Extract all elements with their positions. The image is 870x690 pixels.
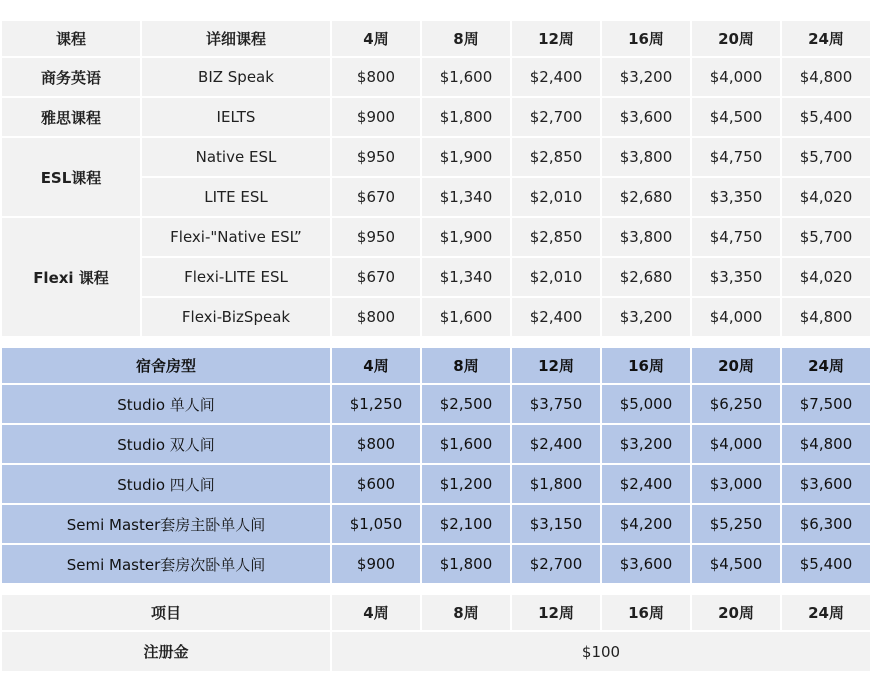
price-cell: $5,400 <box>781 544 870 584</box>
price-cell: $2,400 <box>511 57 601 97</box>
price-cell: $3,150 <box>511 504 601 544</box>
week-col-header-16: 16周 <box>601 20 691 57</box>
table-row <box>1 464 870 504</box>
dorm-name-cell: Semi Master套房主卧单人间 <box>1 504 331 544</box>
course-group-label: 商务英语 <box>1 57 141 97</box>
week-col-header-16: 16周 <box>601 594 691 631</box>
detail-course-col-header: 详细课程 <box>141 20 331 57</box>
week-col-header-8: 8周 <box>421 20 511 57</box>
table-row <box>1 137 870 177</box>
price-cell: $6,250 <box>691 384 781 424</box>
price-cell: $1,800 <box>421 544 511 584</box>
price-cell: $2,400 <box>511 297 601 337</box>
course-group-label: ESL课程 <box>1 137 141 217</box>
price-cell: $4,800 <box>781 57 870 97</box>
price-cell: $1,050 <box>331 504 421 544</box>
fee-name-cell: 注册金 <box>1 631 331 672</box>
price-cell: $4,500 <box>691 544 781 584</box>
price-cell: $2,680 <box>601 257 691 297</box>
price-cell: $4,020 <box>781 177 870 217</box>
price-cell: $4,020 <box>781 257 870 297</box>
price-cell: $1,900 <box>421 217 511 257</box>
dorm-price-table <box>0 346 870 585</box>
price-cell: $800 <box>331 424 421 464</box>
price-cell: $3,000 <box>691 464 781 504</box>
dorm-type-col-header: 宿舍房型 <box>1 347 331 384</box>
price-cell: $4,200 <box>601 504 691 544</box>
price-cell: $3,350 <box>691 257 781 297</box>
course-name-cell: Native ESL <box>141 137 331 177</box>
price-cell: $4,800 <box>781 297 870 337</box>
price-cell: $2,700 <box>511 544 601 584</box>
week-col-header-4: 4周 <box>331 347 421 384</box>
price-cell: $600 <box>331 464 421 504</box>
price-cell: $1,800 <box>511 464 601 504</box>
price-cell: $4,800 <box>781 424 870 464</box>
price-cell: $1,600 <box>421 297 511 337</box>
price-cell: $3,200 <box>601 424 691 464</box>
price-cell: $950 <box>331 137 421 177</box>
price-cell: $800 <box>331 57 421 97</box>
price-cell: $1,900 <box>421 137 511 177</box>
table-row <box>1 424 870 464</box>
price-cell: $1,250 <box>331 384 421 424</box>
price-cell: $4,750 <box>691 217 781 257</box>
price-cell: $3,350 <box>691 177 781 217</box>
course-name-cell: Flexi-BizSpeak <box>141 297 331 337</box>
price-cell: $900 <box>331 544 421 584</box>
price-cell: $3,800 <box>601 217 691 257</box>
course-name-cell: BIZ Speak <box>141 57 331 97</box>
price-cell: $4,000 <box>691 424 781 464</box>
course-name-cell: IELTS <box>141 97 331 137</box>
table-row <box>1 57 870 97</box>
week-col-header-8: 8周 <box>421 594 511 631</box>
price-cell: $5,400 <box>781 97 870 137</box>
price-cell: $5,000 <box>601 384 691 424</box>
price-cell: $670 <box>331 257 421 297</box>
price-cell: $3,600 <box>781 464 870 504</box>
price-cell: $3,800 <box>601 137 691 177</box>
course-name-cell: Flexi-LITE ESL <box>141 257 331 297</box>
price-cell: $1,200 <box>421 464 511 504</box>
course-header-row <box>1 20 870 57</box>
price-cell: $1,600 <box>421 57 511 97</box>
week-col-header-4: 4周 <box>331 594 421 631</box>
price-cell: $2,400 <box>601 464 691 504</box>
week-col-header-24: 24周 <box>781 347 870 384</box>
dorm-name-cell: Studio 双人间 <box>1 424 331 464</box>
price-cell: $2,010 <box>511 177 601 217</box>
price-cell: $1,600 <box>421 424 511 464</box>
week-col-header-12: 12周 <box>511 347 601 384</box>
price-cell: $2,010 <box>511 257 601 297</box>
table-row <box>1 97 870 137</box>
week-col-header-8: 8周 <box>421 347 511 384</box>
price-cell: $4,500 <box>691 97 781 137</box>
week-col-header-24: 24周 <box>781 20 870 57</box>
week-col-header-16: 16周 <box>601 347 691 384</box>
price-cell: $1,340 <box>421 177 511 217</box>
price-cell: $2,400 <box>511 424 601 464</box>
week-col-header-12: 12周 <box>511 594 601 631</box>
price-cell: $3,200 <box>601 297 691 337</box>
price-cell: $3,600 <box>601 544 691 584</box>
price-cell: $2,100 <box>421 504 511 544</box>
table-row <box>1 504 870 544</box>
price-cell: $3,600 <box>601 97 691 137</box>
price-cell: $1,800 <box>421 97 511 137</box>
week-col-header-12: 12周 <box>511 20 601 57</box>
fee-header-row <box>1 594 870 631</box>
dorm-name-cell: Semi Master套房次卧单人间 <box>1 544 331 584</box>
course-group-label: 雅思课程 <box>1 97 141 137</box>
price-cell: $2,500 <box>421 384 511 424</box>
price-cell: $1,340 <box>421 257 511 297</box>
fee-value-cell: $100 <box>331 631 870 672</box>
price-cell: $4,000 <box>691 297 781 337</box>
dorm-name-cell: Studio 单人间 <box>1 384 331 424</box>
price-cell: $900 <box>331 97 421 137</box>
price-cell: $4,000 <box>691 57 781 97</box>
price-cell: $6,300 <box>781 504 870 544</box>
fee-item-col-header: 项目 <box>1 594 331 631</box>
price-cell: $950 <box>331 217 421 257</box>
course-name-cell: Flexi-"Native ESL” <box>141 217 331 257</box>
price-cell: $2,850 <box>511 137 601 177</box>
price-cell: $5,700 <box>781 217 870 257</box>
price-cell: $5,700 <box>781 137 870 177</box>
week-col-header-4: 4周 <box>331 20 421 57</box>
price-cell: $4,750 <box>691 137 781 177</box>
dorm-header-row <box>1 347 870 384</box>
week-col-header-20: 20周 <box>691 594 781 631</box>
table-row <box>1 217 870 257</box>
price-cell: $800 <box>331 297 421 337</box>
price-cell: $670 <box>331 177 421 217</box>
fee-table <box>0 593 870 673</box>
course-group-label: Flexi 课程 <box>1 217 141 337</box>
table-row <box>1 544 870 584</box>
price-cell: $2,850 <box>511 217 601 257</box>
week-col-header-20: 20周 <box>691 20 781 57</box>
course-name-cell: LITE ESL <box>141 177 331 217</box>
course-col-header: 课程 <box>1 20 141 57</box>
price-cell: $2,700 <box>511 97 601 137</box>
table-row <box>1 384 870 424</box>
price-cell: $7,500 <box>781 384 870 424</box>
course-price-table <box>0 19 870 338</box>
price-cell: $2,680 <box>601 177 691 217</box>
price-cell: $5,250 <box>691 504 781 544</box>
week-col-header-20: 20周 <box>691 347 781 384</box>
week-col-header-24: 24周 <box>781 594 870 631</box>
price-cell: $3,200 <box>601 57 691 97</box>
table-row <box>1 631 870 672</box>
price-cell: $3,750 <box>511 384 601 424</box>
dorm-name-cell: Studio 四人间 <box>1 464 331 504</box>
